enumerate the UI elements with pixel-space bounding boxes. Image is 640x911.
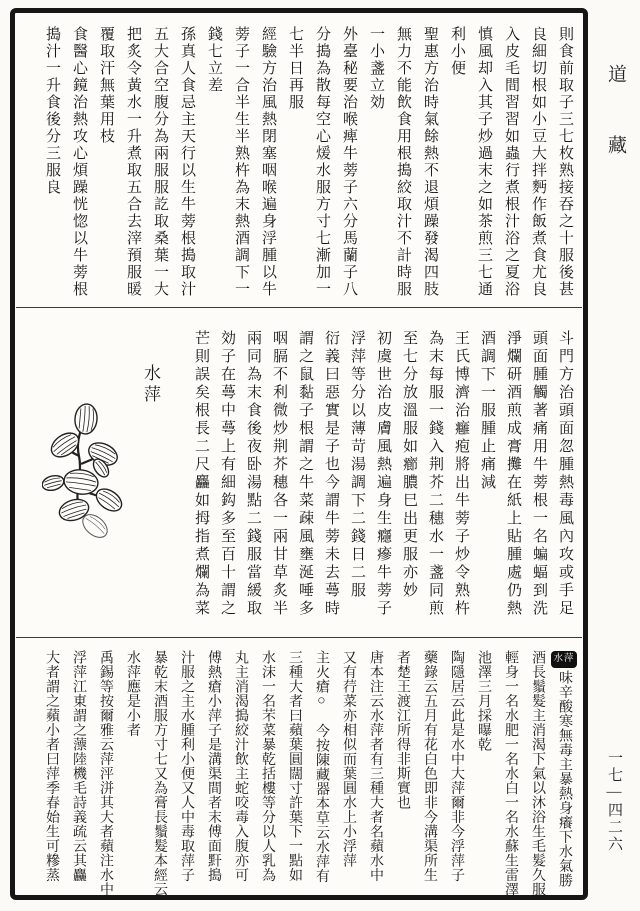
collection-title-daozang: 道藏: [605, 64, 626, 206]
text-column: 水沫一名芣菜暴乾括樓等分以人乳為: [260, 650, 275, 882]
text-column: 孫真人食忌主天行以生牛蒡根搗取汁: [179, 26, 195, 298]
text-column: 至七分放溫服如癤膿巳出更服亦妙: [401, 330, 417, 600]
entry-first-column: [551, 650, 578, 898]
text-column: 搗汁一升食後分三服良: [44, 26, 60, 196]
text-column: 三種大者曰蘋葉圓闊寸許葉下一點如: [287, 650, 302, 882]
text-column: 斗門方治頭面忽腫熱毒風內攻或手足: [557, 330, 573, 618]
text-column: 者楚王渡江所得非斯實也: [395, 650, 410, 810]
text-column: 良細切根如小豆大拌麪作飯煮食尤良: [530, 26, 546, 298]
duckweed-drawing: [42, 398, 137, 550]
text-column: 唐本注云水萍者有三種大者名蘋水中: [368, 650, 383, 882]
text-column: 陶隱居云此是水中大萍爾非今浮萍子: [449, 650, 464, 882]
text-column: 兩同為末食後夜卧湯點二錢服當緩取: [245, 330, 261, 618]
band-separator-bottom: [16, 637, 582, 638]
text-column: 王氏博濟治癰疱將出牛蒡子炒令熟杵: [453, 330, 469, 618]
text-column: 藥錄云五月有花白色即非今溝渠所生: [422, 650, 437, 882]
text-column: 分搗為散每空心煖水服方寸七漸加一: [314, 26, 330, 298]
text-column: 入皮毛間習習如蟲行煮根汁浴之夏浴: [503, 26, 519, 298]
duckweed-illustration: [42, 398, 137, 555]
text-column: 傅熱瘡小萍子是溝渠間者末傅面䵟搗: [206, 650, 221, 882]
text-column: 丸主消渴搗絞汁飲主蛇咬毒入腹亦可: [233, 650, 248, 882]
text-column: 禹錫等按爾雅云萍泙洴其大者蘋注水中: [98, 650, 113, 897]
text-column: 把炙令黃水一升煮取五合去滓預服暖: [125, 26, 141, 298]
text-column: 大者謂之蘋小者曰萍季春始生可糝蒸: [44, 650, 59, 882]
text-column: 無力不能飲食用根搗絞取汁不計時服: [395, 26, 411, 298]
bottom-text-section: [28, 650, 578, 898]
text-column: 食醫心鏡治熱攻心煩躁恍惚以牛蒡根: [71, 26, 87, 298]
text-column: 芒則誤矣根長二尺麤如拇指煮爛為菜: [193, 330, 209, 618]
text-column: 謂之鼠黏子根謂之牛菜疎風壅涎唾多: [297, 330, 313, 618]
text-column: 咽膈不利微炒荆芥穗各一兩甘草炙半: [271, 330, 287, 618]
text-column: 外臺秘要治喉痺牛蒡子六分馬蘭子八: [341, 26, 357, 298]
band-separator-top: [16, 307, 582, 308]
text-column: 暴乾末酒服方寸七又為膏長鬚髮本經云: [152, 650, 167, 897]
text-column: 効子在蕚中蕚上有細鈎多至百十謂之: [219, 330, 235, 618]
entry-name-cartouche: 水萍: [551, 651, 577, 668]
text-column: 為末每服一錢入荆芥二穗水一盞同煎: [427, 330, 443, 618]
text-column: 主火瘡○ 今按陳藏器本草云水萍有: [314, 650, 329, 883]
text-column: 則食前取子三七枚熟接吞之十服後甚: [557, 26, 573, 298]
text-column: 一小盞立効: [368, 26, 384, 111]
text-column: 聖惠方治時氣餘熱不退煩躁發渴四肢: [422, 26, 438, 298]
text-column: 錢七立差: [206, 26, 222, 94]
text-column: 又有荇菜亦相似而葉圓水上小浮萍: [341, 650, 356, 868]
text-column: 汁服之主水腫利小便又人中毒取萍子: [179, 650, 194, 882]
text-column: 池澤三月採曝乾: [476, 650, 491, 752]
text-column: 輕身一名水肥一名水白一名水蘇生雷澤: [503, 650, 518, 897]
text-column: 酒長鬚髮主消渴下氣以沐浴生毛髮久服: [530, 650, 545, 897]
text-column: 淨爛研酒煎成膏攤在紙上貼腫處仍熱: [505, 330, 521, 618]
text-column: 酒調下一服腫止痛減: [479, 330, 495, 492]
text-column: 利小便: [449, 26, 465, 77]
text-column: 五大合空腹分為兩服服訖取桑葉一大: [152, 26, 168, 298]
middle-text-section: [188, 330, 578, 625]
text-column: 慎風却入其子炒過末之如茶煎三七通: [476, 26, 492, 298]
entry-first-column-text: 味辛酸寒無毒主暴熱身癢下水氣勝: [557, 670, 572, 888]
figure-caption: 水萍: [141, 364, 160, 406]
top-text-section: [28, 26, 578, 304]
volume-page-number: 一七—四二六: [606, 750, 622, 853]
text-column: 浮萍等分以薄苛湯調下二錢日二服: [349, 330, 365, 600]
text-column: 初虞世治皮膚風熱遍身生癮瘮牛蒡子: [375, 330, 391, 618]
text-column: 水萍應是小者: [125, 650, 140, 737]
text-column: 頭面腫觸著痛用牛蒡根一名蝙蝠到洗: [531, 330, 547, 618]
text-column: 蒡子一合半生半熟杵為末熱酒調下一: [233, 26, 249, 298]
text-column: 覆取汗無葉用枝: [98, 26, 114, 145]
text-column: 七半日再服: [287, 26, 303, 111]
text-column: 衍義曰惡實是子也今謂牛蒡未去蕚時: [323, 330, 339, 618]
text-column: 經驗方治風熱閉塞咽喉遍身浮腫以牛: [260, 26, 276, 298]
text-column: 浮萍江東謂之薸陸機毛詩義疏云其麤: [71, 650, 86, 882]
